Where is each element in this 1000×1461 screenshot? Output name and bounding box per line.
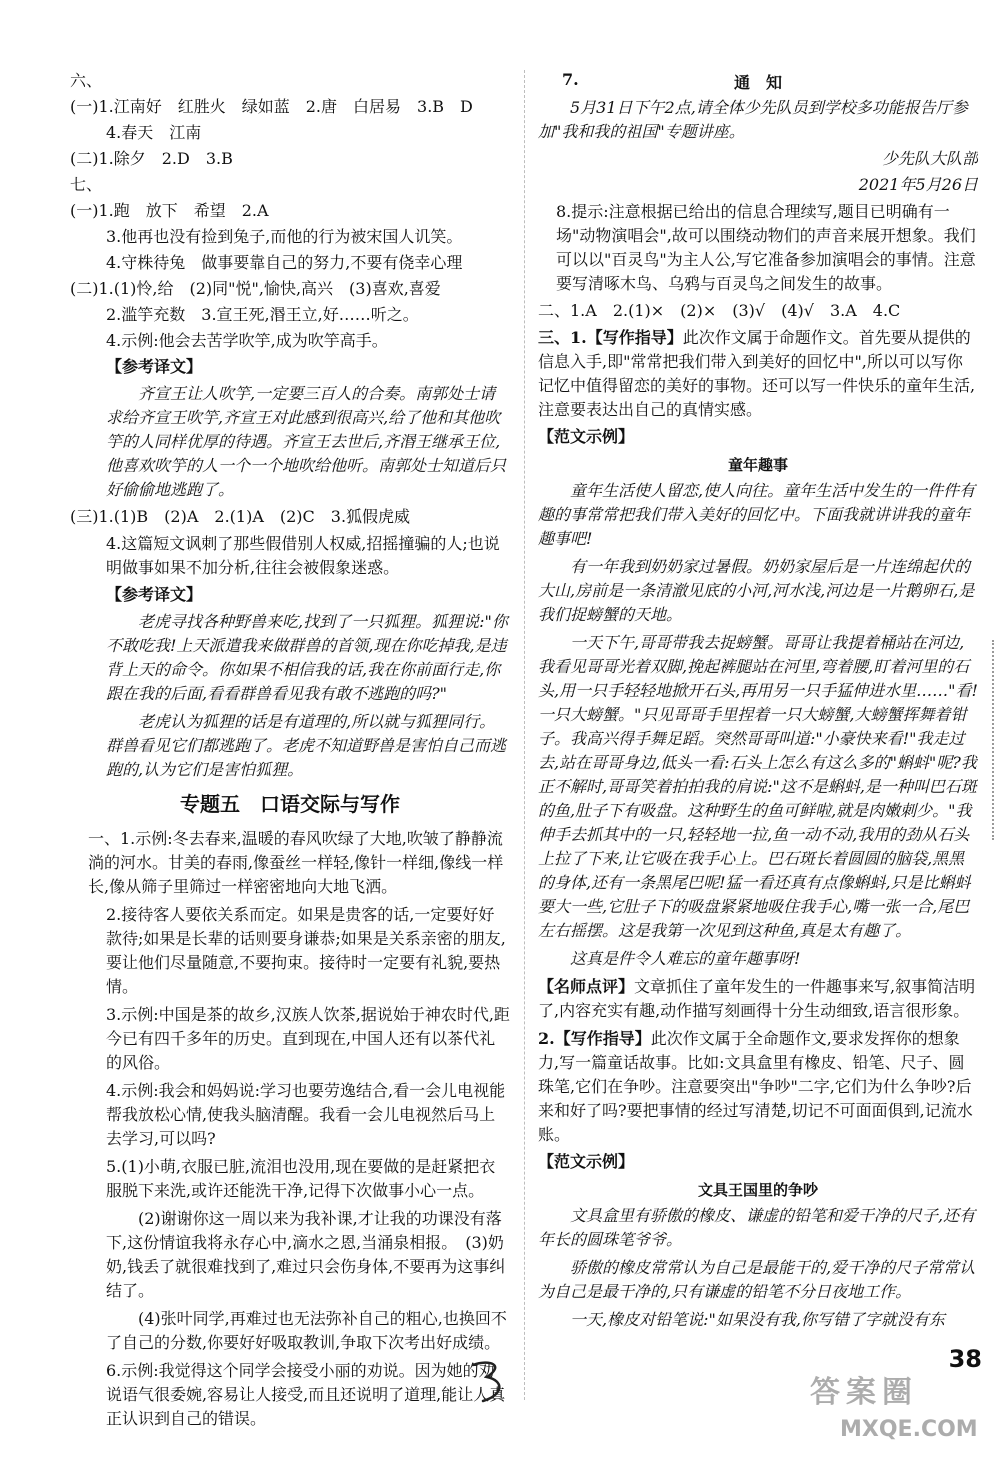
- answer-line: (二)1.(1)怜,给 (2)同"悦",愉快,高兴 (3)喜欢,喜爱: [70, 279, 441, 298]
- answer-line: 3.他再也没有捡到兔子,而他的行为被宋国人讥笑。: [106, 227, 463, 246]
- essay-title: 文具王国里的争吵: [697, 1181, 818, 1199]
- answer-line: 4.示例:他会去苦学吹竽,成为吹竽高手。: [106, 331, 388, 350]
- answer-paragraph: 4.这篇短文讽刺了那些假借别人权威,招摇撞骗的人;也说明做事如果不加分析,往往会被假象迷惑。: [106, 534, 500, 577]
- side-margin-mark: [992, 640, 1000, 840]
- essay-paragraph: 一天下午,哥哥带我去捉螃蟹。哥哥让我提着桶站在河边,我看见哥哥光着双脚,挽起裤腿站在河里,弯着腰,盯着河里的石头,用一只手轻轻地掀开石头,再用另一只手猛伸进水里……"看!一只大螃蟹。"只见哥哥手里捏着一只大螃蟹,大螃蟹挥舞着钳子。我高兴得手舞足蹈。突然哥哥叫道:"小豪快来看!"我走过去,站在哥哥身边,低头一看:石头上怎么有这么多的"蝌蚪"呢?我正不解时,哥哥笑着拍拍我的肩说:"这不是蝌蚪,是一种叫巴石斑的鱼,肚子下有吸盘。这种野生的鱼可鲜啦,就是肉嫩刺少。"我伸手去抓其中的一只,轻轻地一拉,鱼一动不动,我用的劲从石头上拉了下来,让它吸在我手心上。巴石斑长着圆圆的脑袋,黑黑的身体,还有一条黑尾巴呢!猛一看还真有点像蝌蚪,只是比蝌蚪要大一些,它肚子下的吸盘紧紧地吸住我手心,嘴一张一合,尾巴左右摇摆。这是我第一次见到这种鱼,真是太有趣了。: [538, 633, 978, 940]
- answer-paragraph: 8.提示:注意根据已给出的信息合理续写,题目已明确有一场"动物演唱会",故可以围绕动物们的声音来展开想象。我们可以以"百灵鸟"为主人公,写它准备参加演唱会的事情。注意要写清啄木鸟、乌鸦与百灵鸟之间发生的故事。: [556, 202, 976, 293]
- watermark-logo: [800, 1361, 990, 1451]
- answer-line: (二)1.除夕 2.D 3.B: [70, 149, 233, 168]
- watermark-text: 答案圈: [810, 1375, 918, 1410]
- notice-title: 通 知: [733, 73, 782, 92]
- answer-line: 4.守株待兔 做事要靠自己的努力,不要有侥幸心理: [106, 253, 463, 272]
- column-divider: [524, 70, 525, 1400]
- essay-paragraph: 有一年我到奶奶家过暑假。奶奶家屋后是一片连绵起伏的大山,房前是一条清澈见底的小河,河水浅,河边是一片鹅卵石,是我们捉螃蟹的天地。: [538, 557, 975, 624]
- essay-paragraph: 这真是件令人难忘的童年趣事呀!: [570, 949, 801, 968]
- model-essay-tag: 【范文示例】: [538, 427, 635, 446]
- handwritten-scribble-icon: [465, 1355, 515, 1415]
- question-number: 7.: [562, 70, 579, 89]
- writing-guide-tag: 三、1.【写作指导】: [538, 328, 683, 347]
- essay-paragraph: 童年生活使人留恋,使人向往。童年生活中发生的一件件有趣的事常常把我们带入美好的回忆中。下面我就讲讲我的童年趣事吧!: [538, 481, 976, 548]
- answer-paragraph: (4)张叶同学,再难过也无法弥补自己的粗心,也换回不了自己的分数,你要好好吸取教训,争取下次考出好成绩。: [106, 1309, 507, 1352]
- notice-header: [538, 70, 978, 96]
- notice-body: 5月31日下午2点,请全体少先队员到学校多功能报告厅参加"我和我的祖国"专题讲座。: [538, 98, 968, 141]
- section-7-heading: 七、: [70, 175, 103, 194]
- answer-line: 二、1.A 2.(1)× (2)× (3)√ (4)√ 3.A 4.C: [538, 301, 901, 320]
- reference-translation-text: 齐宣王让人吹竽,一定要三百人的合奏。南郭处士请求给齐宣王吹竽,齐宣王对此感到很高兴,给了他和其他吹竽的人同样优厚的待遇。齐宣王去世后,齐湣王继承王位,他喜欢吹竽的人一个一个地吹给他听。南郭处士知道后只好偷偷地逃跑了。: [106, 384, 507, 499]
- page-number: 38: [948, 1345, 982, 1373]
- answer-line: 4.春天 江南: [106, 123, 202, 142]
- writing-guide-text: 此次作文属于全命题作文,要求发挥你的想象力,写一篇童话故事。比如:文具盒里有橡皮、铅笔、尺子、圆珠笔,它们在争吵。注意要突出"争吵"二字,它们为什么争吵?后来和好了吗?要把事情的经过写清楚,切记不可面面俱到,记流水账。: [538, 1029, 973, 1144]
- left-column: [70, 70, 510, 1435]
- notice-date: 2021年5月26日: [858, 175, 978, 194]
- writing-guide-tag: 2.【写作指导】: [538, 1029, 651, 1048]
- answer-paragraph: (2)谢谢你这一周以来为我补课,才让我的功课没有落下,这份情谊我将永存心中,滴水之恩,当涌泉相报。 (3)奶奶,钱丢了就很难找到了,难过只会伤身体,不要再为这事纠结了。: [106, 1209, 506, 1300]
- reference-translation-tag: 【参考译文】: [106, 585, 203, 604]
- answer-line: 2.滥竽充数 3.宣王死,湣王立,好……听之。: [106, 305, 419, 324]
- topic-five-title: 专题五 口语交际与写作: [180, 792, 400, 816]
- writing-guide: [538, 326, 978, 422]
- essay-paragraph: 文具盒里有骄傲的橡皮、谦虚的铅笔和爱干净的尺子,还有年长的圆珠笔爷爷。: [538, 1206, 976, 1249]
- answer-line: (一)1.江南好 红胜火 绿如蓝 2.唐 白居易 3.B D: [70, 97, 473, 116]
- writing-guide-text: 此次作文属于命题作文。首先要从提供的信息入手,即"常常把我们带入到美好的回忆中",所以可以写你记忆中值得留恋的美好的事物。还可以写一件快乐的童年生活,注意要表达出自己的真情实感。: [538, 328, 976, 419]
- section-6-heading: 六、: [70, 71, 103, 90]
- essay-paragraph: 一天,橡皮对铅笔说:"如果没有我,你写错了字就没有东: [570, 1310, 945, 1329]
- teacher-comment-tag: 【名师点评】: [538, 977, 635, 996]
- reference-translation-tag: 【参考译文】: [106, 357, 203, 376]
- watermark-url: MXQE.COM: [840, 1417, 978, 1442]
- answer-line: (三)1.(1)B (2)A 2.(1)A (2)C 3.狐假虎威: [70, 507, 411, 526]
- teacher-comment: [538, 975, 978, 1023]
- answer-paragraph: 6.示例:我觉得这个同学会接受小丽的劝说。因为她的劝说语气很委婉,容易让人接受,而且还说明了道理,能让人真正认识到自己的错误。: [106, 1361, 506, 1428]
- model-essay-tag: 【范文示例】: [538, 1152, 635, 1171]
- answer-line: (一)1.跑 放下 希望 2.A: [70, 201, 269, 220]
- answer-paragraph: 4.示例:我会和妈妈说:学习也要劳逸结合,看一会儿电视能帮我放松心情,使我头脑清醒。我看一会儿电视然后马上去学习,可以吗?: [106, 1081, 506, 1148]
- reference-translation-text: 老虎寻找各种野兽来吃,找到了一只狐狸。狐狸说:"你不敢吃我!上天派遣我来做群兽的首领,现在你吃掉我,是违背上天的命令。你如果不相信我的话,我在你前面行走,你跟在我的后面,看看群兽看见我有敢不逃跑的吗?": [106, 612, 508, 703]
- teacher-comment-text: 文章抓住了童年发生的一件趣事来写,叙事简洁明了,内容充实有趣,动作描写刻画得十分生动细致,语言很形象。: [538, 977, 976, 1020]
- answer-paragraph: 一、1.示例:冬去春来,温暖的春风吹绿了大地,吹皱了静静流淌的河水。甘美的春雨,像蚕丝一样轻,像针一样细,像线一样长,像从筛子里筛过一样密密地向大地飞洒。: [88, 829, 504, 896]
- reference-translation-text: 老虎认为狐狸的话是有道理的,所以就与狐狸同行。群兽看见它们都逃跑了。老虎不知道野兽是害怕自己而逃跑的,认为它们是害怕狐狸。: [106, 712, 507, 779]
- essay-title: 童年趣事: [727, 456, 788, 474]
- essay-paragraph: 骄傲的橡皮常常认为自己是最能干的,爱干净的尺子常常认为自己是最干净的,只有谦虚的铅笔不分日夜地工作。: [538, 1258, 976, 1301]
- answer-paragraph: 2.接待客人要依关系而定。如果是贵客的话,一定要好好款待;如果是长辈的话则要身谦恭;如果是关系亲密的朋友,要让他们尽量随意,不要拘束。接待时一定要有礼貌,要热情。: [106, 905, 506, 996]
- writing-guide: [538, 1027, 978, 1147]
- answer-paragraph: 5.(1)小萌,衣服已脏,流泪也没用,现在要做的是赶紧把衣服脱下来洗,或许还能洗干净,记得下次做事小心一点。: [106, 1157, 496, 1200]
- notice-signature: 少先队大队部: [881, 149, 978, 168]
- answer-paragraph: 3.示例:中国是茶的故乡,汉族人饮茶,据说始于神农时代,距今已有四千多年的历史。直到现在,中国人还有以茶代礼的风俗。: [106, 1005, 510, 1072]
- right-column: [538, 70, 978, 1336]
